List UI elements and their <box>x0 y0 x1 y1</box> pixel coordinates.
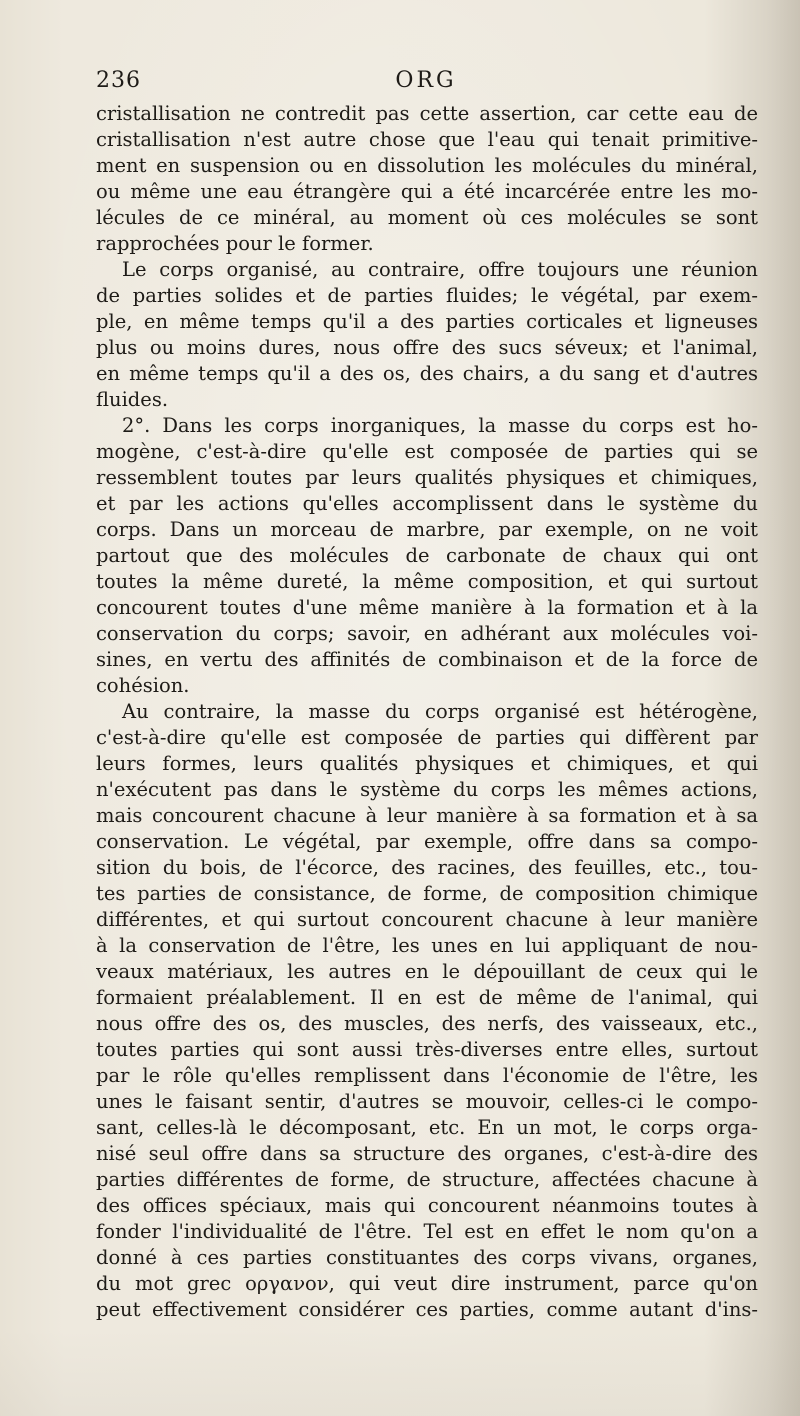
text-line: donné à ces parties constituantes des corps vivans, organes, <box>96 1246 758 1269</box>
text-line: sant, celles-là le décomposant, etc. En un mot, le corps orga- <box>96 1116 758 1139</box>
text-line: ple, en même temps qu'il a des parties corticales et ligneuses <box>96 310 758 333</box>
text-line: rapprochées pour le former. <box>96 232 374 255</box>
text-line: 2°. Dans les corps inorganiques, la masse du corps est ho- <box>122 414 758 437</box>
text-line: du mot grec οργανον, qui veut dire instrument, parce qu'on <box>96 1272 758 1295</box>
page-number: 236 <box>96 68 141 93</box>
text-line: différentes, et qui surtout concourent chacune à leur manière <box>96 908 758 931</box>
text-line: c'est-à-dire qu'elle est composée de parties qui diffèrent par <box>96 726 758 749</box>
text-line: des offices spéciaux, mais qui concourent néanmoins toutes à <box>96 1194 758 1217</box>
text-line: concourent toutes d'une même manière à la formation et à la <box>96 596 758 619</box>
text-line: cristallisation ne contredit pas cette assertion, car cette eau de <box>96 102 758 125</box>
text-line: fonder l'individualité de l'être. Tel est en effet le nom qu'on a <box>96 1220 758 1243</box>
page-header <box>96 68 756 100</box>
text-line: n'exécutent pas dans le système du corps les mêmes actions, <box>96 778 758 801</box>
text-line: et par les actions qu'elles accomplissent dans le système du <box>96 492 758 515</box>
text-line: conservation. Le végétal, par exemple, offre dans sa compo- <box>96 830 758 853</box>
text-line: parties différentes de forme, de structure, affectées chacune à <box>96 1168 758 1191</box>
text-line: cohésion. <box>96 674 190 697</box>
text-line: peut effectivement considérer ces parties, comme autant d'ins- <box>96 1298 758 1321</box>
body-text <box>96 101 758 1323</box>
text-line: nisé seul offre dans sa structure des organes, c'est-à-dire des <box>96 1142 758 1165</box>
text-line: lécules de ce minéral, au moment où ces molécules se sont <box>96 206 758 229</box>
text-line: veaux matériaux, les autres en le dépouillant de ceux qui le <box>96 960 758 983</box>
text-line: Au contraire, la masse du corps organisé est hétérogène, <box>122 700 758 723</box>
text-line: sition du bois, de l'écorce, des racines, des feuilles, etc., tou- <box>96 856 758 879</box>
page-bottom-shading <box>0 1330 800 1416</box>
text-line: corps. Dans un morceau de marbre, par exemple, on ne voit <box>96 518 758 541</box>
text-line: nous offre des os, des muscles, des nerfs, des vaisseaux, etc., <box>96 1012 758 1035</box>
text-line: toutes parties qui sont aussi très-diverses entre elles, surtout <box>96 1038 758 1061</box>
text-line: à la conservation de l'être, les unes en lui appliquant de nou- <box>96 934 758 957</box>
text-line: ment en suspension ou en dissolution les molécules du minéral, <box>96 154 758 177</box>
text-line: unes le faisant sentir, d'autres se mouvoir, celles-ci le compo- <box>96 1090 758 1113</box>
text-line: de parties solides et de parties fluides; le végétal, par exem- <box>96 284 758 307</box>
text-line: Le corps organisé, au contraire, offre toujours une réunion <box>122 258 758 281</box>
text-line: formaient préalablement. Il en est de même de l'animal, qui <box>96 986 758 1009</box>
text-line: ou même une eau étrangère qui a été incarcérée entre les mo- <box>96 180 758 203</box>
text-line: partout que des molécules de carbonate de chaux qui ont <box>96 544 758 567</box>
text-line: plus ou moins dures, nous offre des sucs séveux; et l'animal, <box>96 336 758 359</box>
text-line: par le rôle qu'elles remplissent dans l'économie de l'être, les <box>96 1064 758 1087</box>
running-head: ORG <box>395 68 457 93</box>
text-line: en même temps qu'il a des os, des chairs, a du sang et d'autres <box>96 362 758 385</box>
text-line: ressemblent toutes par leurs qualités physiques et chimiques, <box>96 466 758 489</box>
text-line: leurs formes, leurs qualités physiques et chimiques, et qui <box>96 752 758 775</box>
text-line: mais concourent chacune à leur manière à sa formation et à sa <box>96 804 758 827</box>
text-line: sines, en vertu des affinités de combinaison et de la force de <box>96 648 758 671</box>
text-line: mogène, c'est-à-dire qu'elle est composée de parties qui se <box>96 440 758 463</box>
text-line: tes parties de consistance, de forme, de composition chimique <box>96 882 758 905</box>
text-line: toutes la même dureté, la même composition, et qui surtout <box>96 570 758 593</box>
text-line: cristallisation n'est autre chose que l'eau qui tenait primitive- <box>96 128 758 151</box>
text-line: conservation du corps; savoir, en adhérant aux molécules voi- <box>96 622 758 645</box>
text-line: fluides. <box>96 388 169 411</box>
